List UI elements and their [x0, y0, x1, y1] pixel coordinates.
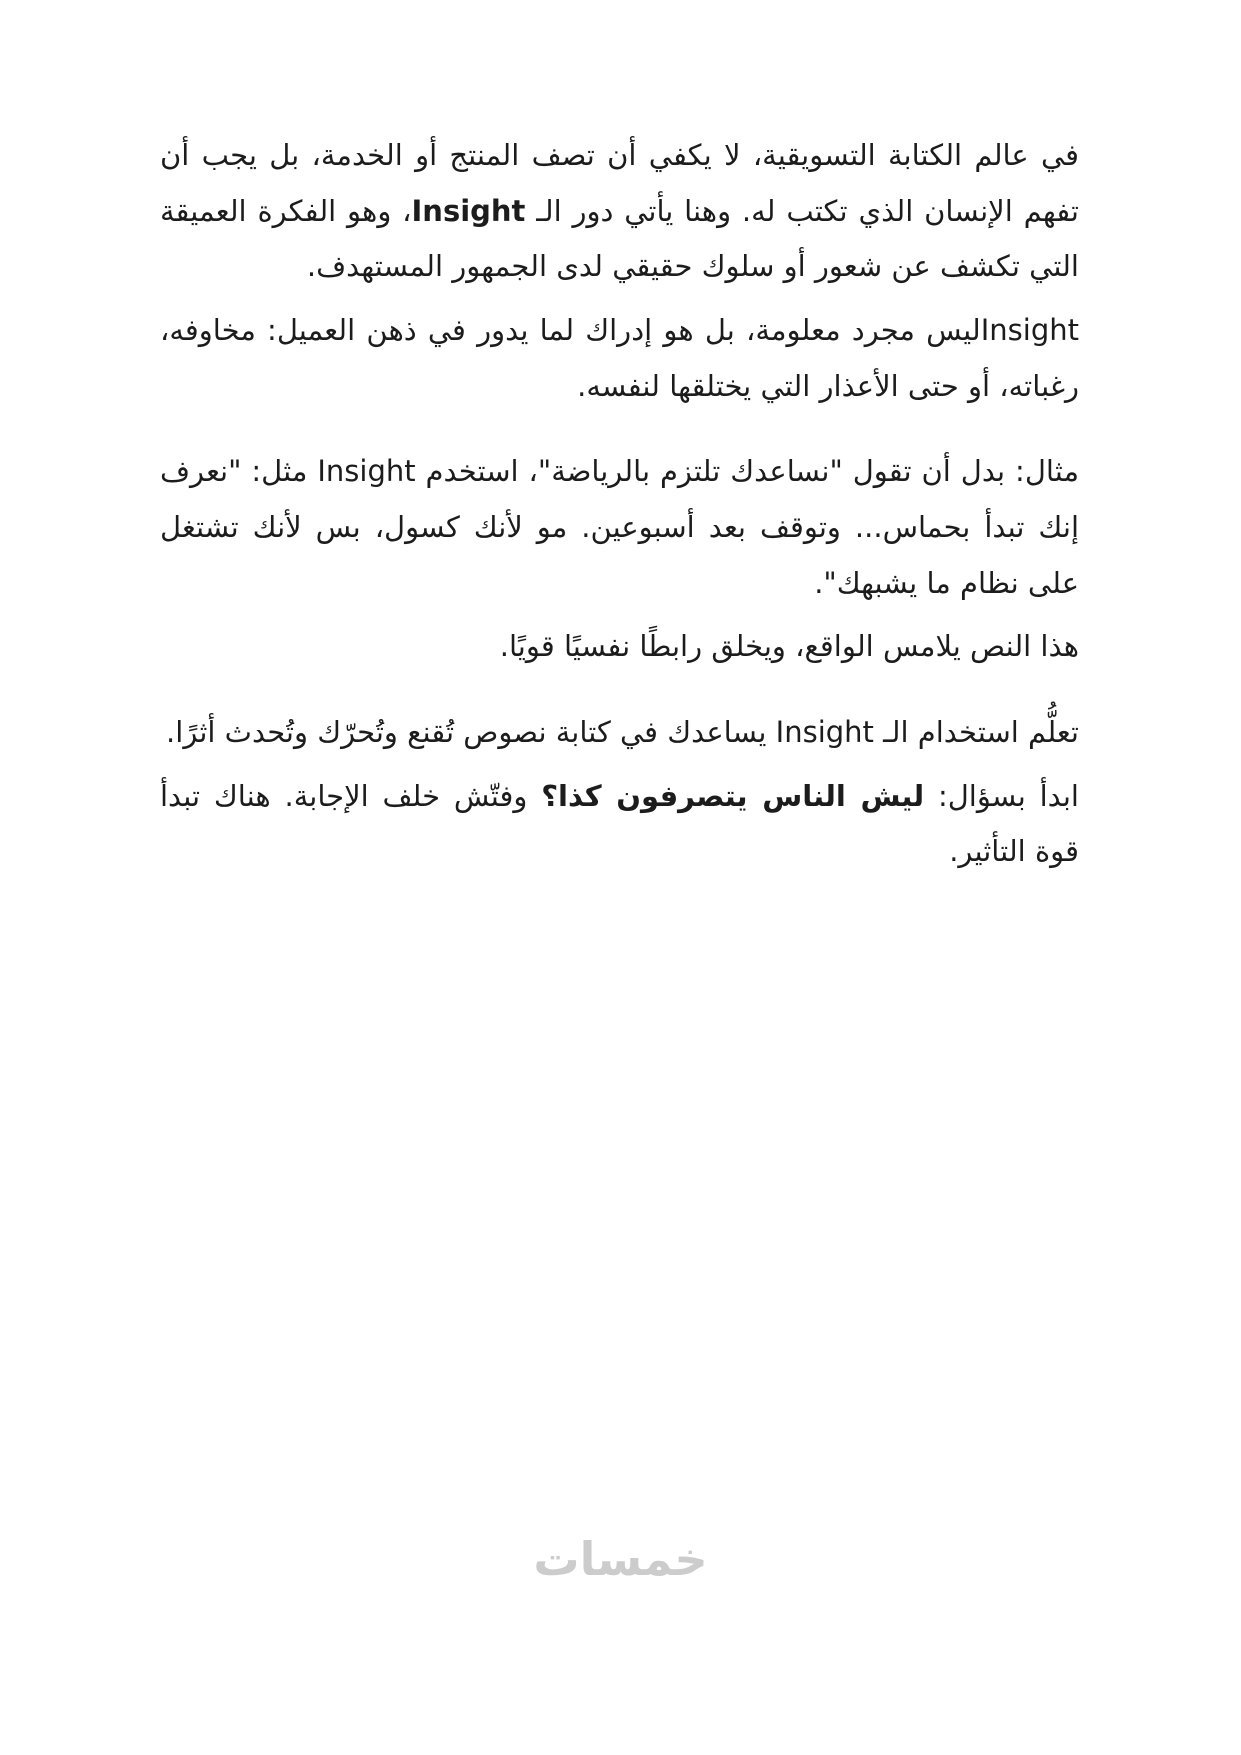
bold-text-segment: ليش الناس يتصرفون كذا؟	[541, 778, 925, 813]
text-segment: تعلُّم استخدام الـ Insight يساعدك في كتابة نصوص تُقنع وتُحرّك وتُحدث أثرًا.	[166, 715, 1079, 750]
text-segment: مثال: بدل أن تقول "نساعدك تلتزم بالرياضة"، استخدم Insight مثل: "نعرف إنك تبدأ بحماس... وتوقف بعد أسبوعين. مو لأنك كسول، بس لأنك تشتغل على نظام ما يشبهك".	[160, 454, 1080, 600]
text-segment: ابدأ بسؤال:	[924, 778, 1079, 813]
text-segment: Insight	[980, 313, 1079, 348]
paragraph	[160, 128, 1079, 295]
text-segment: ، وهو الفكرة العميقة التي تكشف عن شعور أو سلوك حقيقي لدى الجمهور المستهدف.	[160, 193, 1079, 284]
text-segment: ليس مجرد معلومة، بل هو إدراك لما يدور في ذهن العميل: مخاوفه، رغباته، أو حتى الأعذار التي يختلقها لنفسه.	[160, 313, 1079, 403]
bold-text-segment: Insight	[411, 193, 526, 228]
paragraph	[160, 619, 1079, 675]
text-segment: وفتّش خلف الإجابة. هناك تبدأ قوة التأثير.	[160, 778, 1079, 869]
khamsat-watermark-logo: خمسات	[533, 1532, 708, 1586]
paragraph	[160, 705, 1079, 761]
text-segment: هذا النص يلامس الواقع، ويخلق رابطًا نفسيًا قويًا.	[499, 629, 1079, 664]
paragraph	[160, 444, 1079, 611]
document-body	[160, 128, 1079, 888]
paragraph	[160, 303, 1079, 414]
paragraph	[160, 769, 1079, 880]
text-segment: في عالم الكتابة التسويقية، لا يكفي أن تصف المنتج أو الخدمة، بل يجب أن تفهم الإنسان الذي تكتب له. وهنا يأتي دور الـ	[160, 138, 1080, 228]
